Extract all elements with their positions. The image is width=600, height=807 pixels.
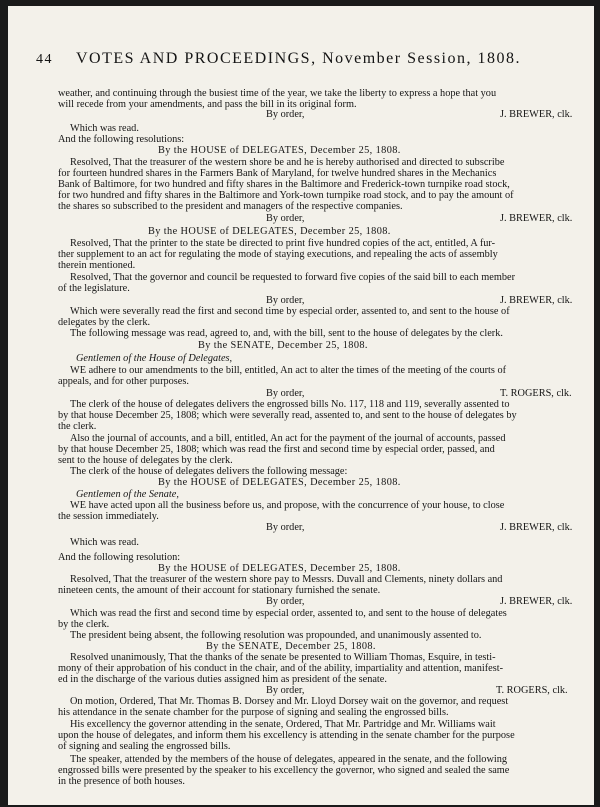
text-line: nineteen cents, the amount of their account for stationary furnished the senate. (58, 585, 381, 596)
text-line: The speaker, attended by the members of the house of delegates, appeared in the senate, and the following (70, 754, 508, 765)
text-line: And the following resolutions: (58, 134, 185, 145)
text-line: of signing and sealing the engrossed bills. (58, 741, 231, 752)
text-line: Resolved, That the treasurer of the western shore be and he is hereby authorised and directed to subscribe (70, 157, 505, 168)
running-title: VOTES AND PROCEEDINGS, November Session, 1808. (76, 50, 521, 67)
salutation: Gentlemen of the House of Delegates, (76, 353, 233, 364)
text-line: by that house December 25, 1808; which were severally read, assented to, and sent to the house of delegates by (58, 410, 517, 421)
dateline: By the SENATE, December 25, 1808. (206, 641, 376, 652)
by-order: By order, (266, 213, 305, 224)
text-line: Resolved, That the governor and council be requested to forward five copies of the said bill to each member (70, 272, 516, 283)
text-line: On motion, Ordered, That Mr. Thomas B. Dorsey and Mr. Lloyd Dorsey wait on the governor, and request (70, 696, 509, 707)
clerk-signature: T. ROGERS, clk. (500, 388, 572, 399)
text-line: engrossed bills were presented by the speaker to his excellency the governor, who signed and sealed the same (58, 765, 510, 776)
dateline: By the SENATE, December 25, 1808. (198, 340, 368, 351)
text-line: ed in the discharge of the various duties assigned him as president of the senate. (58, 674, 387, 685)
text-line: Resolved unanimously, That the thanks of the senate be presented to William Thomas, Esquire, in testi- (70, 652, 496, 663)
text-line: of the legislature. (58, 283, 130, 294)
text-line: in the presence of both houses. (58, 776, 185, 787)
clerk-signature: J. BREWER, clk. (500, 596, 573, 607)
text-line: by that house December 25, 1808; which was read the first and second time by especial order, passed, and (58, 444, 495, 455)
by-order: By order, (266, 388, 305, 399)
text-line: therein mentioned. (58, 260, 136, 271)
text-line: will recede from your amendments, and pass the bill in its original form. (58, 99, 357, 110)
dateline: By the HOUSE of DELEGATES, December 25, 1808. (148, 226, 391, 237)
text-line: Bank of Baltimore, for two hundred and fifty shares in the Baltimore and Frederick-town turnpike road stock, (58, 179, 510, 190)
clerk-signature: T. ROGERS, clk. (496, 685, 568, 696)
text-line: And the following resolution: (58, 552, 181, 563)
text-line: Which was read. (70, 123, 139, 134)
by-order: By order, (266, 596, 305, 607)
clerk-signature: J. BREWER, clk. (500, 213, 573, 224)
text-line: mony of their approbation of his conduct in the chair, and of the ability, impartiality and attention, manifest- (58, 663, 503, 674)
by-order: By order, (266, 685, 305, 696)
text-line: sent to the house of delegates by the clerk. (58, 455, 233, 466)
text-line: His excellency the governor attending in the senate, Ordered, That Mr. Partridge and Mr. Williams wait (70, 719, 496, 730)
clerk-signature: J. BREWER, clk. (500, 109, 573, 120)
text-line: the session immediately. (58, 511, 159, 522)
text-line: The clerk of the house of delegates delivers the engrossed bills No. 117, 118 and 119, severally assented to (70, 399, 510, 410)
text-line: the clerk. (58, 421, 97, 432)
dateline: By the HOUSE of DELEGATES, December 25, 1808. (158, 563, 401, 574)
text-line: weather, and continuing through the busiest time of the year, we take the liberty to express a hope that you (58, 88, 497, 99)
text-line: upon the house of delegates, and inform them his excellency is attending in the senate chamber for the purpose (58, 730, 515, 741)
text-line: the shares so subscribed to the president and managers of the respective companies. (58, 201, 403, 212)
text-line: WE adhere to our amendments to the bill, entitled, An act to alter the times of the meeting of the courts of (70, 365, 507, 376)
text-line: WE have acted upon all the business before us, and propose, with the concurrence of your house, to close (70, 500, 505, 511)
page-number: 44 (36, 52, 53, 67)
text-line: his attendance in the senate chamber for the purpose of signing and sealing the engrossed bills. (58, 707, 449, 718)
text-line: Also the journal of accounts, and a bill, entitled, An act for the payment of the journal of accounts, passed (70, 433, 506, 444)
text-line: Resolved, That the treasurer of the western shore pay to Messrs. Duvall and Clements, ninety dollars and (70, 574, 503, 585)
text-line: for fourteen hundred shares in the Farmers Bank of Maryland, for twelve hundred shares in the Mechanics (58, 168, 497, 179)
text-line: The president being absent, the following resolution was propounded, and unanimously assented to. (70, 630, 482, 641)
by-order: By order, (266, 522, 305, 533)
text-line: Which was read the first and second time by especial order, assented to, and sent to the house of delegates (70, 608, 507, 619)
text-line: appeals, and for other purposes. (58, 376, 189, 387)
text-line: by the clerk. (58, 619, 110, 630)
page-header (36, 50, 576, 76)
dateline: By the HOUSE of DELEGATES, December 25, 1808. (158, 145, 401, 156)
salutation: Gentlemen of the Senate, (76, 489, 179, 500)
by-order: By order, (266, 295, 305, 306)
by-order: By order, (266, 109, 305, 120)
text-line: delegates by the clerk. (58, 317, 151, 328)
document-page (8, 6, 594, 805)
clerk-signature: J. BREWER, clk. (500, 295, 573, 306)
text-line: Which were severally read the first and second time by especial order, assented to, and sent to the house of (70, 306, 510, 317)
text-line: The following message was read, agreed to, and, with the bill, sent to the house of delegates by the clerk. (70, 328, 503, 339)
clerk-signature: J. BREWER, clk. (500, 522, 573, 533)
text-line: ther supplement to an act for regulating the mode of staying executions, and repealing the acts of assembly (58, 249, 498, 260)
text-line: Which was read. (70, 537, 139, 548)
dateline: By the HOUSE of DELEGATES, December 25, 1808. (158, 477, 401, 488)
text-line: Resolved, That the printer to the state be directed to print five hundred copies of the act, entitled, A fur- (70, 238, 496, 249)
text-line: for two hundred and fifty shares in the Baltimore and York-town turnpike road stock, and to pay the amount of (58, 190, 514, 201)
text-line: The clerk of the house of delegates delivers the following message: (70, 466, 348, 477)
